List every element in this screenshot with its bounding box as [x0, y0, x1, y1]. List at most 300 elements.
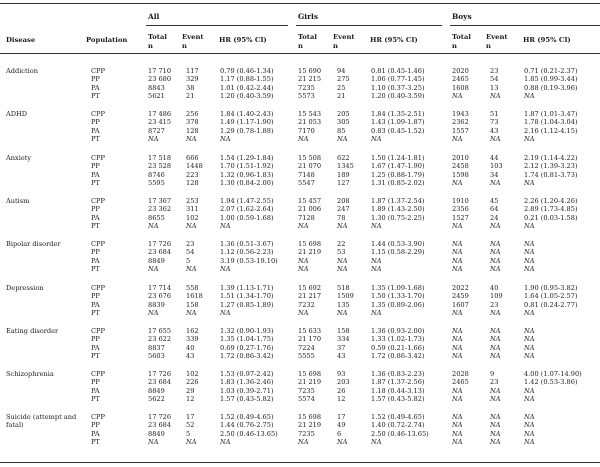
cell-boys-total: NA: [452, 135, 463, 144]
cell-boys-event: 103: [490, 162, 503, 171]
cell-girls-total: 7232: [298, 300, 315, 309]
cell-all-total: 17 726: [148, 240, 172, 248]
cell-population: PP: [91, 378, 100, 387]
cell-boys-total: NA: [452, 327, 463, 335]
bottom-rule: [0, 462, 600, 463]
header-bottom-rule: [0, 53, 600, 54]
cell-all-hr: 2.07 (1.62-2.64): [220, 205, 274, 214]
cell-boys-total: 2022: [452, 284, 469, 292]
cell-girls-total: NA: [298, 265, 309, 274]
cell-boys-event: NA: [490, 429, 501, 438]
cell-all-hr: 1.39 (1.13-1.71): [220, 284, 274, 292]
cell-all-event: 52: [186, 421, 195, 430]
cell-girls-total: 15 690: [298, 67, 322, 75]
cell-population: PA: [91, 126, 100, 135]
cell-all-event: 40: [186, 343, 195, 352]
cell-girls-total: 5573: [298, 92, 315, 101]
cell-population: PT: [91, 92, 100, 101]
cell-girls-event: 208: [337, 197, 350, 205]
cell-all-total: 23 622: [148, 335, 172, 344]
cell-population: PA: [91, 170, 100, 179]
cell-all-hr: 0.69 (0.27-1.76): [220, 343, 274, 352]
cell-girls-hr: 0.81 (0.45-1.46): [371, 67, 425, 75]
cell-all-total: 17 726: [148, 370, 172, 378]
cell-girls-hr: NA: [371, 256, 382, 265]
cell-all-event: NA: [186, 222, 197, 231]
cell-girls-event: 26: [337, 386, 346, 395]
cell-boys-total: 2362: [452, 118, 469, 127]
cell-population: PT: [91, 438, 100, 447]
cell-all-event: 102: [186, 213, 199, 222]
cell-girls-event: 37: [337, 343, 346, 352]
cell-population: CPP: [91, 154, 105, 162]
cell-all-hr: 1.94 (1.47-2.55): [220, 197, 274, 205]
cell-girls-hr: NA: [371, 438, 382, 447]
cell-girls-hr: 0.59 (0.21-1.66): [371, 343, 425, 352]
cell-boys-event: 45: [490, 197, 499, 205]
cell-girls-event: 25: [337, 83, 346, 92]
cell-all-hr: 1.54 (1.29-1.84): [220, 154, 274, 162]
cell-girls-total: 5574: [298, 395, 315, 404]
cell-all-hr: NA: [220, 438, 231, 447]
cell-all-event: 102: [186, 370, 199, 378]
cell-population: CPP: [91, 240, 105, 248]
cell-boys-hr: NA: [524, 179, 535, 188]
cell-all-total: 5622: [148, 395, 165, 404]
cell-girls-event: 622: [337, 154, 350, 162]
cell-all-total: 17 714: [148, 284, 172, 292]
cell-all-total: NA: [148, 222, 159, 231]
cell-all-hr: 1.57 (0.43-5.82): [220, 395, 274, 404]
cell-boys-hr: NA: [524, 421, 535, 430]
cell-all-total: NA: [148, 135, 159, 144]
cell-girls-hr: 1.36 (0.83-2.23): [371, 370, 425, 378]
cell-all-hr: 1.03 (0.39-2.71): [220, 386, 274, 395]
cell-all-hr: NA: [220, 265, 231, 274]
cell-boys-event: 43: [490, 126, 499, 135]
disease-label: Bipolar disorder: [6, 240, 61, 248]
cell-boys-hr: NA: [524, 395, 535, 404]
cell-all-event: 128: [186, 126, 199, 135]
cell-all-hr: 1.00 (0.59-1.68): [220, 213, 274, 222]
cell-boys-hr: 1.85 (0.99-3.44): [524, 75, 578, 84]
cell-boys-event: NA: [490, 386, 501, 395]
cell-boys-hr: 2.26 (1.20-4.26): [524, 197, 578, 205]
cell-boys-total: 2458: [452, 162, 469, 171]
cell-boys-total: 1910: [452, 197, 469, 205]
cell-boys-event: 40: [490, 284, 499, 292]
cell-boys-hr: 1.87 (1.01-3.47): [524, 110, 578, 118]
cell-girls-hr: 1.20 (0.40-3.59): [371, 92, 425, 101]
cell-boys-total: NA: [452, 343, 463, 352]
cell-boys-total: NA: [452, 386, 463, 395]
cell-all-event: 38: [186, 83, 195, 92]
cell-boys-event: 13: [490, 83, 499, 92]
cell-all-hr: 1.70 (1.51-1.92): [220, 162, 274, 171]
cell-boys-event: 51: [490, 110, 499, 118]
cell-all-total: 17 710: [148, 67, 172, 75]
col-header-boys-total: Total n: [452, 33, 471, 50]
cell-boys-hr: NA: [524, 343, 535, 352]
col-header-population: Population: [86, 36, 128, 44]
cell-girls-event: 518: [337, 284, 350, 292]
cell-population: CPP: [91, 110, 105, 118]
cell-all-total: 17 367: [148, 197, 172, 205]
cell-girls-event: NA: [337, 309, 348, 318]
cell-boys-hr: 0.81 (0.24-2.77): [524, 300, 578, 309]
cell-girls-total: 5555: [298, 352, 315, 361]
cell-all-total: 23 415: [148, 118, 172, 127]
cell-population: CPP: [91, 197, 105, 205]
cell-girls-event: 1345: [337, 162, 354, 171]
cell-population: PP: [91, 162, 100, 171]
cell-girls-hr: 2.50 (0.46-13.65): [371, 429, 429, 438]
cell-population: PA: [91, 83, 100, 92]
cell-girls-event: 49: [337, 421, 346, 430]
cell-all-hr: NA: [220, 222, 231, 231]
cell-all-event: 223: [186, 170, 199, 179]
cell-boys-event: NA: [490, 256, 501, 265]
cell-boys-event: NA: [490, 327, 501, 335]
cell-boys-event: 34: [490, 170, 499, 179]
cell-girls-event: 17: [337, 413, 346, 421]
cell-boys-hr: 2.12 (1.39-3.23): [524, 162, 578, 171]
cell-all-total: NA: [148, 265, 159, 274]
cell-population: PP: [91, 118, 100, 127]
cell-population: PP: [91, 292, 100, 301]
cell-boys-event: NA: [490, 335, 501, 344]
cell-boys-total: 1557: [452, 126, 469, 135]
cell-boys-hr: 1.90 (0.95-3.82): [524, 284, 578, 292]
cell-boys-event: 44: [490, 154, 499, 162]
cell-all-event: 23: [186, 240, 195, 248]
cell-all-total: NA: [148, 309, 159, 318]
cell-girls-event: NA: [337, 222, 348, 231]
cell-girls-event: 275: [337, 75, 350, 84]
cell-boys-event: NA: [490, 395, 501, 404]
cell-all-hr: 1.52 (0.49-4.65): [220, 413, 274, 421]
cell-boys-total: NA: [452, 248, 463, 257]
cell-all-event: 329: [186, 75, 199, 84]
cell-all-hr: 1.44 (0.76-2.75): [220, 421, 274, 430]
cell-all-event: 17: [186, 413, 195, 421]
cell-girls-event: 1509: [337, 292, 354, 301]
cell-all-total: 8849: [148, 429, 165, 438]
cell-population: PP: [91, 421, 100, 430]
cell-boys-hr: NA: [524, 327, 535, 335]
cell-boys-hr: 0.88 (0.19-3.96): [524, 83, 578, 92]
cell-girls-hr: 1.33 (1.02-1.73): [371, 335, 425, 344]
cell-boys-total: 1607: [452, 300, 469, 309]
rule-boys: [450, 25, 600, 26]
cell-population: PA: [91, 429, 100, 438]
cell-boys-event: NA: [490, 265, 501, 274]
cell-girls-hr: 0.83 (0.45-1.52): [371, 126, 425, 135]
col-header-girls-event: Event n: [333, 33, 355, 50]
cell-girls-event: 205: [337, 110, 350, 118]
cell-boys-total: 2465: [452, 75, 469, 84]
cell-boys-hr: 1.78 (1.04-3.04): [524, 118, 578, 127]
cell-population: CPP: [91, 370, 105, 378]
cell-all-event: 54: [186, 248, 195, 257]
cell-population: PP: [91, 75, 100, 84]
top-rule: [0, 3, 600, 4]
cell-girls-total: 15 633: [298, 327, 322, 335]
cell-all-hr: 1.29 (0.78-1.88): [220, 126, 274, 135]
cell-population: CPP: [91, 413, 105, 421]
cell-girls-event: NA: [337, 135, 348, 144]
disease-label: Anxiety: [6, 154, 32, 162]
cell-all-event: 253: [186, 197, 199, 205]
cell-girls-total: 15 698: [298, 240, 322, 248]
col-header-all-event: Event n: [182, 33, 204, 50]
cell-boys-event: NA: [490, 343, 501, 352]
cell-all-event: 1448: [186, 162, 203, 171]
cell-boys-total: 2465: [452, 378, 469, 387]
cell-girls-total: 15 698: [298, 370, 322, 378]
cell-all-event: 666: [186, 154, 199, 162]
cell-all-total: 23 676: [148, 292, 172, 301]
cell-all-event: 256: [186, 110, 199, 118]
disease-label: Autism: [6, 197, 30, 205]
cell-girls-total: NA: [298, 438, 309, 447]
group-header-boys: Boys: [452, 12, 472, 21]
cell-girls-hr: 1.35 (1.09-1.68): [371, 284, 425, 292]
cell-boys-event: NA: [490, 240, 501, 248]
rule-all: [146, 25, 288, 26]
rule-girls: [296, 25, 442, 26]
cell-girls-total: 21 219: [298, 378, 322, 387]
cell-boys-hr: NA: [524, 256, 535, 265]
cell-girls-hr: 1.52 (0.49-4.65): [371, 413, 425, 421]
cell-all-total: 8843: [148, 83, 165, 92]
cell-girls-total: 21 053: [298, 118, 322, 127]
cell-girls-total: 7235: [298, 429, 315, 438]
cell-all-event: 29: [186, 386, 195, 395]
cell-boys-hr: NA: [524, 335, 535, 344]
cell-boys-total: NA: [452, 92, 463, 101]
cell-boys-event: 23: [490, 378, 499, 387]
cell-boys-event: NA: [490, 179, 501, 188]
cell-all-total: 17 486: [148, 110, 172, 118]
cell-population: PA: [91, 213, 100, 222]
col-header-girls-total: Total n: [298, 33, 317, 50]
cell-girls-hr: NA: [371, 135, 382, 144]
cell-population: PA: [91, 256, 100, 265]
cell-population: CPP: [91, 327, 105, 335]
cell-girls-hr: 1.87 (1.37-2.54): [371, 197, 425, 205]
cell-all-hr: 1.36 (0.51-3.67): [220, 240, 274, 248]
cell-population: PT: [91, 135, 100, 144]
cell-boys-event: NA: [490, 413, 501, 421]
cell-boys-total: 2020: [452, 67, 469, 75]
cell-boys-event: NA: [490, 438, 501, 447]
cell-boys-total: NA: [452, 352, 463, 361]
cell-all-hr: 1.51 (1.34-1.70): [220, 292, 274, 301]
cell-population: PA: [91, 343, 100, 352]
cell-all-event: 311: [186, 205, 199, 214]
cell-boys-hr: NA: [524, 413, 535, 421]
cell-boys-total: NA: [452, 309, 463, 318]
cell-boys-total: NA: [452, 222, 463, 231]
cell-girls-total: 15 692: [298, 284, 322, 292]
cell-boys-total: 2028: [452, 370, 469, 378]
cell-all-hr: 3.19 (0.53-19.10): [220, 256, 278, 265]
cell-all-total: 23 680: [148, 75, 172, 84]
cell-all-total: 5621: [148, 92, 165, 101]
cell-boys-total: NA: [452, 413, 463, 421]
cell-girls-event: NA: [337, 256, 348, 265]
cell-all-event: 158: [186, 300, 199, 309]
cell-all-hr: 2.50 (0.46-13.65): [220, 429, 278, 438]
cell-boys-total: NA: [452, 438, 463, 447]
cell-girls-total: 21 215: [298, 75, 322, 84]
cell-boys-event: NA: [490, 352, 501, 361]
cell-population: CPP: [91, 284, 105, 292]
cell-girls-event: 189: [337, 170, 350, 179]
cell-all-total: 8849: [148, 386, 165, 395]
cell-girls-event: 135: [337, 300, 350, 309]
cell-girls-event: NA: [337, 438, 348, 447]
group-header-girls: Girls: [298, 12, 318, 21]
cell-boys-total: NA: [452, 395, 463, 404]
col-header-girls-hr: HR (95% CI): [370, 36, 418, 44]
disease-label: Addiction: [6, 67, 38, 75]
cell-all-hr: 1.53 (0.97-2.42): [220, 370, 274, 378]
cell-all-total: 8849: [148, 256, 165, 265]
cell-boys-hr: NA: [524, 429, 535, 438]
cell-all-total: 23 362: [148, 205, 172, 214]
cell-all-total: 5595: [148, 179, 165, 188]
cell-population: PT: [91, 179, 100, 188]
cell-girls-event: 305: [337, 118, 350, 127]
cell-all-hr: 0.79 (0.46-1.34): [220, 67, 274, 75]
cell-girls-total: 7170: [298, 126, 315, 135]
cell-all-total: 17 726: [148, 413, 172, 421]
cell-girls-total: 7224: [298, 343, 315, 352]
cell-all-total: 17 655: [148, 327, 172, 335]
cell-girls-hr: 1.35 (0.89-2.06): [371, 300, 425, 309]
cell-population: PT: [91, 265, 100, 274]
cell-all-hr: 1.01 (0.42-2.44): [220, 83, 274, 92]
cell-boys-hr: 0.21 (0.03-1.58): [524, 213, 578, 222]
cell-boys-hr: NA: [524, 386, 535, 395]
cell-all-total: 8727: [148, 126, 165, 135]
cell-girls-event: 53: [337, 248, 346, 257]
cell-boys-event: NA: [490, 309, 501, 318]
disease-label: Suicide (attempt and fatal): [6, 413, 77, 429]
cell-population: PT: [91, 309, 100, 318]
cell-boys-event: NA: [490, 92, 501, 101]
cell-all-event: 128: [186, 179, 199, 188]
cell-girls-hr: NA: [371, 309, 382, 318]
cell-all-hr: 1.49 (1.17-1.90): [220, 118, 274, 127]
col-header-all-total: Total n: [148, 33, 167, 50]
cell-girls-hr: 1.18 (0.44-3.13): [371, 386, 425, 395]
cell-boys-total: 1527: [452, 213, 469, 222]
cell-boys-hr: NA: [524, 135, 535, 144]
cell-boys-total: 1598: [452, 170, 469, 179]
cell-boys-hr: 2.16 (1.12-4.15): [524, 126, 578, 135]
cell-girls-total: 21 217: [298, 292, 322, 301]
cell-boys-event: NA: [490, 421, 501, 430]
cell-girls-hr: 1.89 (1.43-2.50): [371, 205, 425, 214]
cell-girls-hr: 1.44 (0.53-3.90): [371, 240, 425, 248]
cell-boys-total: NA: [452, 256, 463, 265]
cell-population: PP: [91, 205, 100, 214]
cell-girls-total: 15 457: [298, 197, 322, 205]
cell-girls-event: 43: [337, 352, 346, 361]
cell-population: CPP: [91, 67, 105, 75]
cell-population: PP: [91, 335, 100, 344]
cell-all-hr: NA: [220, 135, 231, 144]
cell-boys-hr: 1.64 (1.05-2.57): [524, 292, 578, 301]
cell-population: PT: [91, 222, 100, 231]
cell-girls-event: 203: [337, 378, 350, 387]
cell-girls-hr: 1.36 (0.93-2.00): [371, 327, 425, 335]
cell-all-hr: 1.32 (0.96-1.83): [220, 170, 274, 179]
cell-boys-event: NA: [490, 222, 501, 231]
cell-boys-event: 9: [490, 370, 495, 378]
cell-all-event: 43: [186, 352, 195, 361]
cell-all-hr: NA: [220, 309, 231, 318]
cell-all-hr: 1.20 (0.40-3.59): [220, 92, 274, 101]
cell-boys-total: NA: [452, 429, 463, 438]
cell-girls-total: NA: [298, 256, 309, 265]
cell-boys-total: NA: [452, 421, 463, 430]
cell-all-event: 117: [186, 67, 199, 75]
cell-girls-hr: 1.40 (0.72-2.74): [371, 421, 425, 430]
cell-all-event: 5: [186, 256, 191, 265]
cell-girls-total: 21 070: [298, 162, 322, 171]
cell-boys-total: 1943: [452, 110, 469, 118]
cell-girls-hr: 1.31 (0.85-2.02): [371, 179, 425, 188]
cell-boys-event: 73: [490, 118, 499, 127]
cell-all-total: 8746: [148, 170, 165, 179]
cell-all-hr: 1.35 (1.04-1.75): [220, 335, 274, 344]
cell-girls-hr: 1.15 (0.58-2.29): [371, 248, 425, 257]
cell-boys-hr: 4.00 (1.07-14.90): [524, 370, 582, 378]
cell-girls-total: 21 006: [298, 205, 322, 214]
cell-boys-hr: 1.74 (0.81-3.73): [524, 170, 578, 179]
group-header-all: All: [148, 12, 160, 21]
disease-label: Schizophrenia: [6, 370, 54, 378]
cell-all-event: NA: [186, 438, 197, 447]
cell-boys-hr: NA: [524, 240, 535, 248]
cell-girls-event: 334: [337, 335, 350, 344]
cell-girls-event: 127: [337, 179, 350, 188]
col-header-boys-hr: HR (95% CI): [523, 36, 571, 44]
cell-boys-event: 64: [490, 205, 499, 214]
cell-all-event: 12: [186, 395, 195, 404]
cell-girls-hr: 1.25 (0.88-1.79): [371, 170, 425, 179]
cell-all-total: 23 684: [148, 378, 172, 387]
cell-population: PT: [91, 395, 100, 404]
cell-girls-total: 7148: [298, 170, 315, 179]
cell-boys-total: 2459: [452, 292, 469, 301]
cell-girls-total: 5547: [298, 179, 315, 188]
cell-all-hr: 1.12 (0.56-2.23): [220, 248, 274, 257]
cell-population: PA: [91, 300, 100, 309]
cell-all-event: 1618: [186, 292, 203, 301]
cell-boys-hr: NA: [524, 438, 535, 447]
cell-all-total: 5603: [148, 352, 165, 361]
cell-girls-hr: 1.30 (0.75-2.25): [371, 213, 425, 222]
cell-all-hr: 1.30 (0.84-2.00): [220, 179, 274, 188]
cell-all-total: 17 518: [148, 154, 172, 162]
disease-label: ADHD: [6, 110, 28, 118]
cell-girls-hr: 1.87 (1.37-2.56): [371, 378, 425, 387]
